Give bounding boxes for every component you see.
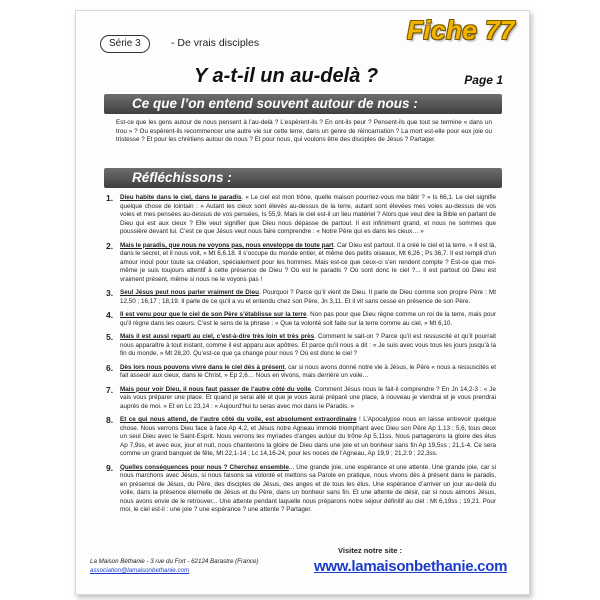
item-lead: Seul Jésus peut nous parler vraiment de Dieu — [120, 289, 259, 296]
item-lead: Mais il est aussi reparti au ciel, c’est-à-dire très loin et très près — [120, 333, 315, 340]
item-body: . Car Dieu est partout. Il a créé le ciel et la terre. « Il est là, dans le secret, et il nous voit, » Mt 6,6.18. Il s’occupe du monde entier, et même des petits oiseaux, Mt 6,26 ; Ps 36,7. Il est rempli d’un amour inouï pour toute sa création, spécialement pour les hommes. Mais est-ce que ceux-ci s’en rendent compte ? Est-ce que moi-même je suis toujours attentif à cette présence de Dieu ? Où est le paradis ? Où sont donc le ciel ?... Il est partout où Dieu est vraiment présent, même si nous ne le voyons pas ! — [120, 241, 496, 283]
list-item — [106, 333, 496, 359]
list-item — [106, 311, 496, 328]
item-number: 2. — [106, 240, 114, 251]
list-item — [106, 289, 496, 306]
list-item — [106, 416, 496, 459]
serie-subtitle: - De vrais disciples — [171, 37, 260, 49]
item-lead: Dieu habite dans le ciel, dans le paradis — [120, 194, 242, 201]
list-item — [106, 194, 496, 237]
item-body: . « Le ciel est mon trône, quelle maison pourriez-vous me bâtir ? » Is 66,1. Le ciel signifie quelque chose de lointain : « Autant les cieux sont élevés au-dessus de la terre, autant sont élevées mes voies au-dessus de vos voies et mes pensées au-dessus de vos pensées, Is 55,9. Mais le ciel est-il un lieu matériel ? Alors que veut dire la Bible en parlant de Dieu qui est aux cieux ? Elle veut signifier que Dieu nous dépasse de partout. Il est infiniment grand, et nous ne sommes que poussière devant lui. C’est ce que Jésus veut nous faire comprendre : « Notre Père qui es dans les cieux… » — [120, 194, 497, 235]
document-page — [75, 10, 530, 595]
serie-badge: Série 3 — [100, 35, 150, 53]
list-item — [106, 364, 496, 381]
item-text — [120, 242, 496, 285]
item-text — [120, 386, 496, 412]
item-body: , car si nous avons donné notre vie à Jésus, le Père « nous a ressuscités et fait asseoir aux cieux, dans le Christ, » Ep 2,6… Nous en vivons, mais derrière un voile… — [120, 363, 496, 379]
item-number: 5. — [106, 332, 114, 342]
item-lead: Dès lors nous pouvons vivre dans le ciel dès à présent — [120, 363, 285, 371]
email-link[interactable]: association@lamaisonbethanie.com — [90, 567, 190, 574]
list-item — [106, 242, 496, 285]
item-body: . Non pas pour que Dieu règne comme un roi de la terre, mais pour qu’il règne dans les cœurs. C’est le sens de la phrase : « Que ta volonté soit faite sur la terre comme au ciel, » Mt 6,10. — [120, 311, 496, 327]
intro-paragraph: Est-ce que les gens autour de nous pensent à l’au-delà ? L’espèrent-ils ? En ont-ils peur ? Pensent-ils que tout se termine « dans un trou » ? Ou espèrent-ils recommencer une autre vie sur cette terre, dans un genre de réincarnation ? La mort est-elle pour eux joie ou tristesse ? Et pour les chrétiens autour de nous ? Et pour nous, qui voulons être des disciples de Jésus ? Partager. — [116, 119, 492, 144]
item-number: 9. — [106, 462, 114, 473]
item-text — [120, 416, 496, 459]
item-number: 1. — [106, 193, 114, 203]
list-item — [106, 464, 496, 515]
postal-address: La Maison Béthanie - 3 rue du Fort - 62124 Barastre (France) — [90, 558, 259, 565]
item-body: ! L’Apocalypse nous en laisse entrevoir quelque chose. Nous verrons Dieu face à face Ap 4,2, et Jésus notre Agneau immolé triomphant avec Dieu son Père Ap 1,13 ; 5,6, tous deux un seul Dieu avec le Saint-Esprit. Nous verrons les myriades d’anges autour du trône Ap 5,11ss. Nous partagerons la gloire des élus Ap 7,9ss, et avec eux, jour et nuit, nous chanterons la gloire de Dieu dans une joie et un bonheur sans fin Ap 19,5ss ; 21,1-4. Ce sera comme un grand banquet de fête, Mt 22,1-14 ; Lc 14,16-24, pour les noces de l’Agneau, Ap 19,9 ; 21,2.9 ; 22,3ss. — [120, 416, 496, 457]
item-lead: Il est venu pour que le ciel de son Père s’établisse sur la terre — [120, 311, 307, 318]
item-number: 7. — [106, 384, 114, 395]
item-body: . Comment le sait-on ? Parce qu’il est ressuscité et qu’il pourrait nous apparaître à tout instant, comme il est apparu aux apôtres. Et parce qu’il nous a dit : « Je suis avec vous tous les jours jusqu’à la fin du monde, » Mt 28,20. Qu’est-ce que ça change pour nous ? Où est donc le ciel ? — [120, 333, 497, 357]
website-link[interactable]: www.lamaisonbethanie.com — [314, 558, 508, 575]
item-number: 8. — [106, 415, 114, 425]
item-lead: Quelles conséquences pour nous ? Cherchez ensemble — [120, 463, 289, 471]
item-body: . Comment Jésus nous le fait-il comprendre ? En Jn 14,2-3 : « Je vais vous préparer une place. Et quand je serai allé et que je vous aurai préparé une place, à nouveau je viendrai et je vous prendrai auprès de moi. » Et en Lc 23,14 : « Aujourd’hui tu seras avec moi dans le Paradis. » — [120, 385, 496, 410]
item-number: 3. — [106, 288, 114, 298]
page-footer — [76, 544, 529, 594]
item-number: 6. — [106, 362, 114, 373]
item-text — [120, 333, 496, 359]
section-heading-reflect: Réfléchissons : — [104, 168, 502, 188]
item-text — [120, 364, 496, 381]
page-title: Y a-t-il un au-delà ? — [194, 65, 379, 87]
item-lead: Mais pour voir Dieu, il nous faut passer de l’autre côté du voile — [120, 385, 311, 393]
item-body: ... Une grande joie, une espérance et une attente. Une grande joie, car si nous marchons avec Jésus, si nous faisons sa volonté et mettons sa Parole en pratique, nous vivons dès à présent dans le paradis, en présence de Jésus, du Père, des disciples de Jésus, des anges et de tous les élus. Une espérance d’arriver un jour au-delà du voile, dans la présence éternelle de Jésus et du Père, dans un bonheur sans fin. Et une attente de désir, car si nous aimons Jésus, nous avons envie de le retrouver... Une attente pendant laquelle nous préparons notre séjour définitif au ciel : Mt 6,19ss ; 19,21. Pour moi, le ciel est-il : une joie ? une espérance ? une attente ? Partager. — [120, 463, 496, 513]
item-text — [120, 464, 496, 515]
item-number: 4. — [106, 310, 114, 320]
page-number: Page 1 — [464, 73, 503, 87]
page-header — [76, 11, 529, 101]
item-text — [120, 311, 496, 328]
item-body: . Pourquoi ? Parce qu’il vient de Dieu. Il parle de Dieu comme son propre Père : Mt 12,50 ; 16,17 ; 18,19. Il parle de ce qu’il a vu et entendu chez son Père, Jn 3,11. Et il vit sans cesse en présence de son Père. — [120, 289, 496, 305]
list-item — [106, 386, 496, 412]
item-text — [120, 194, 496, 237]
item-lead: Mais le paradis, que nous ne voyons pas, nous enveloppe de toute part — [120, 241, 334, 249]
reflection-list — [106, 194, 496, 520]
item-lead: Et ce qui nous attend, de l’autre côté du voile, est absolument extraordinaire — [120, 416, 357, 423]
fiche-number: Fiche 77 — [406, 15, 515, 45]
visit-label: Visitez notre site : — [338, 546, 403, 555]
item-text — [120, 289, 496, 306]
section-heading-heard: Ce que l’on entend souvent autour de nous : — [104, 94, 502, 114]
